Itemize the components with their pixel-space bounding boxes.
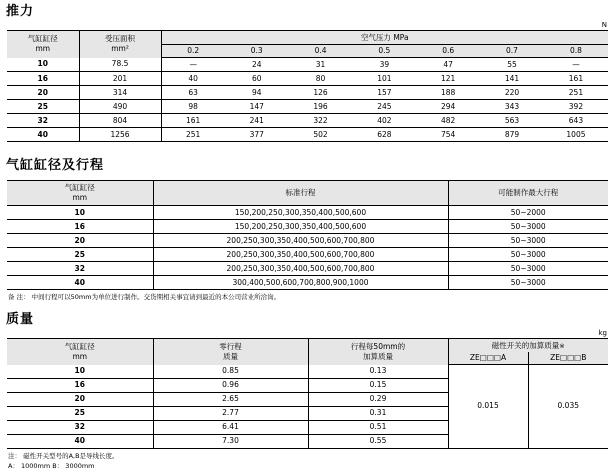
mass-bore-1: 16 xyxy=(7,378,153,392)
stroke-header-bore-line2: mm xyxy=(72,193,88,202)
table-row xyxy=(7,248,608,262)
mass-note-1: 注： 磁性开关型号的A,B是导线长度。 xyxy=(8,451,119,460)
mass-add-2: 0.29 xyxy=(308,392,448,406)
thrust-val-4-6: 643 xyxy=(544,114,608,128)
stroke-max-4: 50~3000 xyxy=(448,262,608,276)
thrust-pressure-4: 0.6 xyxy=(416,45,480,58)
mass-add-0: 0.13 xyxy=(308,365,448,379)
table-row xyxy=(7,100,608,114)
thrust-val-1-2: 80 xyxy=(289,72,353,86)
thrust-header-area-line2: mm² xyxy=(111,44,129,54)
stroke-header-bore xyxy=(7,181,153,206)
thrust-val-2-0: 63 xyxy=(161,86,225,100)
thrust-val-0-6: — xyxy=(544,58,608,72)
thrust-header-bore xyxy=(7,31,79,58)
mass-header-row-1 xyxy=(7,339,608,353)
stroke-section-title: 气缸缸径及行程 xyxy=(6,158,105,173)
thrust-val-1-6: 161 xyxy=(544,72,608,86)
mass-bore-0: 10 xyxy=(7,365,153,379)
thrust-val-4-2: 322 xyxy=(289,114,353,128)
thrust-unit-label: N xyxy=(601,21,607,29)
table-row xyxy=(7,220,608,234)
table-row xyxy=(7,128,608,142)
thrust-val-4-3: 402 xyxy=(352,114,416,128)
mass-bore-3: 25 xyxy=(7,406,153,420)
mass-bore-5: 40 xyxy=(7,434,153,448)
mass-header-zero-line1: 零行程 xyxy=(219,341,242,351)
mass-header-switch-note: ※ xyxy=(559,341,565,350)
stroke-max-1: 50~3000 xyxy=(448,220,608,234)
thrust-pressure-0: 0.2 xyxy=(161,45,225,58)
mass-zero-0: 0.85 xyxy=(153,365,308,379)
stroke-standard-1: 150,200,250,300,350,400,500,600 xyxy=(153,220,448,234)
thrust-section-title: 推力 xyxy=(6,4,35,19)
thrust-header-area xyxy=(79,31,161,58)
thrust-header-area-line1: 受压面积 xyxy=(105,34,136,44)
stroke-bore-0: 10 xyxy=(7,206,153,220)
thrust-val-5-0: 251 xyxy=(161,128,225,142)
thrust-pressure-2: 0.4 xyxy=(289,45,353,58)
mass-header-zero xyxy=(153,339,308,365)
mass-zero-4: 6.41 xyxy=(153,420,308,434)
thrust-val-2-3: 157 xyxy=(352,86,416,100)
thrust-val-0-0: — xyxy=(161,58,225,72)
thrust-table xyxy=(7,30,608,142)
table-row xyxy=(7,86,608,100)
stroke-max-0: 50~2000 xyxy=(448,206,608,220)
thrust-pressure-5: 0.7 xyxy=(480,45,544,58)
mass-switch-b-value: 0.035 xyxy=(528,365,608,449)
thrust-val-5-3: 628 xyxy=(352,128,416,142)
thrust-bore-2: 20 xyxy=(7,86,79,100)
thrust-header-pressure: 空气压力 MPa xyxy=(161,31,608,45)
mass-add-3: 0.31 xyxy=(308,406,448,420)
stroke-standard-3: 200,250,300,350,400,500,600,700,800 xyxy=(153,248,448,262)
table-row xyxy=(7,276,608,290)
mass-header-switch-label: 磁性开关的加算质量 xyxy=(491,340,560,350)
table-row xyxy=(7,114,608,128)
thrust-val-3-0: 98 xyxy=(161,100,225,114)
table-row xyxy=(7,72,608,86)
mass-header-add xyxy=(308,339,448,365)
thrust-val-2-5: 220 xyxy=(480,86,544,100)
mass-add-1: 0.15 xyxy=(308,378,448,392)
mass-zero-3: 2.77 xyxy=(153,406,308,420)
thrust-val-5-5: 879 xyxy=(480,128,544,142)
stroke-max-2: 50~3000 xyxy=(448,234,608,248)
table-row xyxy=(7,262,608,276)
thrust-val-0-4: 47 xyxy=(416,58,480,72)
thrust-pressure-1: 0.3 xyxy=(225,45,289,58)
thrust-bore-0: 10 xyxy=(7,58,79,72)
thrust-header-row-1 xyxy=(7,31,608,45)
mass-header-bore-line2: mm xyxy=(72,351,88,361)
thrust-val-4-5: 563 xyxy=(480,114,544,128)
thrust-val-5-2: 502 xyxy=(289,128,353,142)
mass-header-add-line1: 行程每50mm的 xyxy=(350,341,406,351)
thrust-val-3-5: 343 xyxy=(480,100,544,114)
thrust-val-5-1: 377 xyxy=(225,128,289,142)
thrust-val-3-1: 147 xyxy=(225,100,289,114)
thrust-pressure-3: 0.5 xyxy=(352,45,416,58)
thrust-val-1-4: 121 xyxy=(416,72,480,86)
stroke-bore-3: 25 xyxy=(7,248,153,262)
thrust-bore-4: 32 xyxy=(7,114,79,128)
thrust-header-bore-line1: 气缸缸径 xyxy=(27,34,58,44)
thrust-val-1-1: 60 xyxy=(225,72,289,86)
thrust-val-0-2: 31 xyxy=(289,58,353,72)
stroke-standard-5: 300,400,500,600,700,800,900,1000 xyxy=(153,276,448,290)
stroke-max-3: 50~3000 xyxy=(448,248,608,262)
thrust-val-4-1: 241 xyxy=(225,114,289,128)
mass-header-bore xyxy=(7,339,153,365)
stroke-bore-4: 32 xyxy=(7,262,153,276)
mass-header-switch-a: ZE□□□A xyxy=(448,352,528,365)
stroke-bore-1: 16 xyxy=(7,220,153,234)
mass-zero-1: 0.96 xyxy=(153,378,308,392)
mass-add-4: 0.51 xyxy=(308,420,448,434)
thrust-bore-5: 40 xyxy=(7,128,79,142)
thrust-val-0-3: 39 xyxy=(352,58,416,72)
thrust-val-2-6: 251 xyxy=(544,86,608,100)
mass-unit-label: kg xyxy=(598,329,607,337)
thrust-bore-3: 25 xyxy=(7,100,79,114)
thrust-val-1-0: 40 xyxy=(161,72,225,86)
thrust-val-3-2: 196 xyxy=(289,100,353,114)
thrust-val-3-3: 245 xyxy=(352,100,416,114)
thrust-val-1-3: 101 xyxy=(352,72,416,86)
mass-header-bore-line1: 气缸缸径 xyxy=(64,341,95,351)
mass-table xyxy=(7,338,608,449)
thrust-val-5-6: 1005 xyxy=(544,128,608,142)
stroke-header-standard: 标准行程 xyxy=(153,181,448,206)
stroke-bore-5: 40 xyxy=(7,276,153,290)
stroke-header-max: 可能制作最大行程 xyxy=(448,181,608,206)
stroke-header-row xyxy=(7,181,608,206)
mass-section-title: 质量 xyxy=(6,312,35,327)
table-row xyxy=(7,58,608,72)
mass-add-5: 0.55 xyxy=(308,434,448,448)
thrust-area-3: 490 xyxy=(79,100,161,114)
thrust-pressure-6: 0.8 xyxy=(544,45,608,58)
table-row xyxy=(7,365,608,379)
thrust-val-2-2: 126 xyxy=(289,86,353,100)
stroke-bore-2: 20 xyxy=(7,234,153,248)
stroke-standard-4: 200,250,300,350,400,500,600,700,800 xyxy=(153,262,448,276)
thrust-area-2: 314 xyxy=(79,86,161,100)
thrust-val-0-1: 24 xyxy=(225,58,289,72)
stroke-standard-2: 200,250,300,350,400,500,600,700,800 xyxy=(153,234,448,248)
thrust-val-2-1: 94 xyxy=(225,86,289,100)
stroke-max-5: 50~3000 xyxy=(448,276,608,290)
stroke-header-bore-line1: 气缸缸径 xyxy=(64,183,95,192)
thrust-val-1-5: 141 xyxy=(480,72,544,86)
thrust-val-4-4: 482 xyxy=(416,114,480,128)
mass-zero-2: 2.65 xyxy=(153,392,308,406)
thrust-val-5-4: 754 xyxy=(416,128,480,142)
spacer-1 xyxy=(0,142,615,154)
mass-note-2: A： 1000mm B： 3000mm xyxy=(8,461,95,470)
stroke-note: 备 注： 中间行程可以50mm为单位进行制作。交货期相关事宜请到最近的本公司营业所洽询。 xyxy=(8,293,281,301)
thrust-area-0: 78.5 xyxy=(79,58,161,72)
stroke-standard-0: 150,200,250,300,350,400,500,600 xyxy=(153,206,448,220)
mass-header-switch xyxy=(448,339,608,353)
table-row xyxy=(7,234,608,248)
mass-zero-5: 7.30 xyxy=(153,434,308,448)
thrust-val-2-4: 188 xyxy=(416,86,480,100)
stroke-table xyxy=(7,180,608,290)
thrust-val-4-0: 161 xyxy=(161,114,225,128)
mass-header-zero-line2: 质量 xyxy=(223,351,238,361)
thrust-bore-1: 16 xyxy=(7,72,79,86)
mass-header-switch-b: ZE□□□B xyxy=(528,352,608,365)
mass-switch-a-value: 0.015 xyxy=(448,365,528,449)
mass-bore-2: 20 xyxy=(7,392,153,406)
thrust-val-0-5: 55 xyxy=(480,58,544,72)
thrust-val-3-6: 392 xyxy=(544,100,608,114)
mass-bore-4: 32 xyxy=(7,420,153,434)
table-row xyxy=(7,206,608,220)
thrust-area-1: 201 xyxy=(79,72,161,86)
mass-header-add-line2: 加算质量 xyxy=(363,351,393,361)
thrust-val-3-4: 294 xyxy=(416,100,480,114)
thrust-header-bore-line2: mm xyxy=(35,44,51,54)
thrust-area-4: 804 xyxy=(79,114,161,128)
thrust-area-5: 1256 xyxy=(79,128,161,142)
